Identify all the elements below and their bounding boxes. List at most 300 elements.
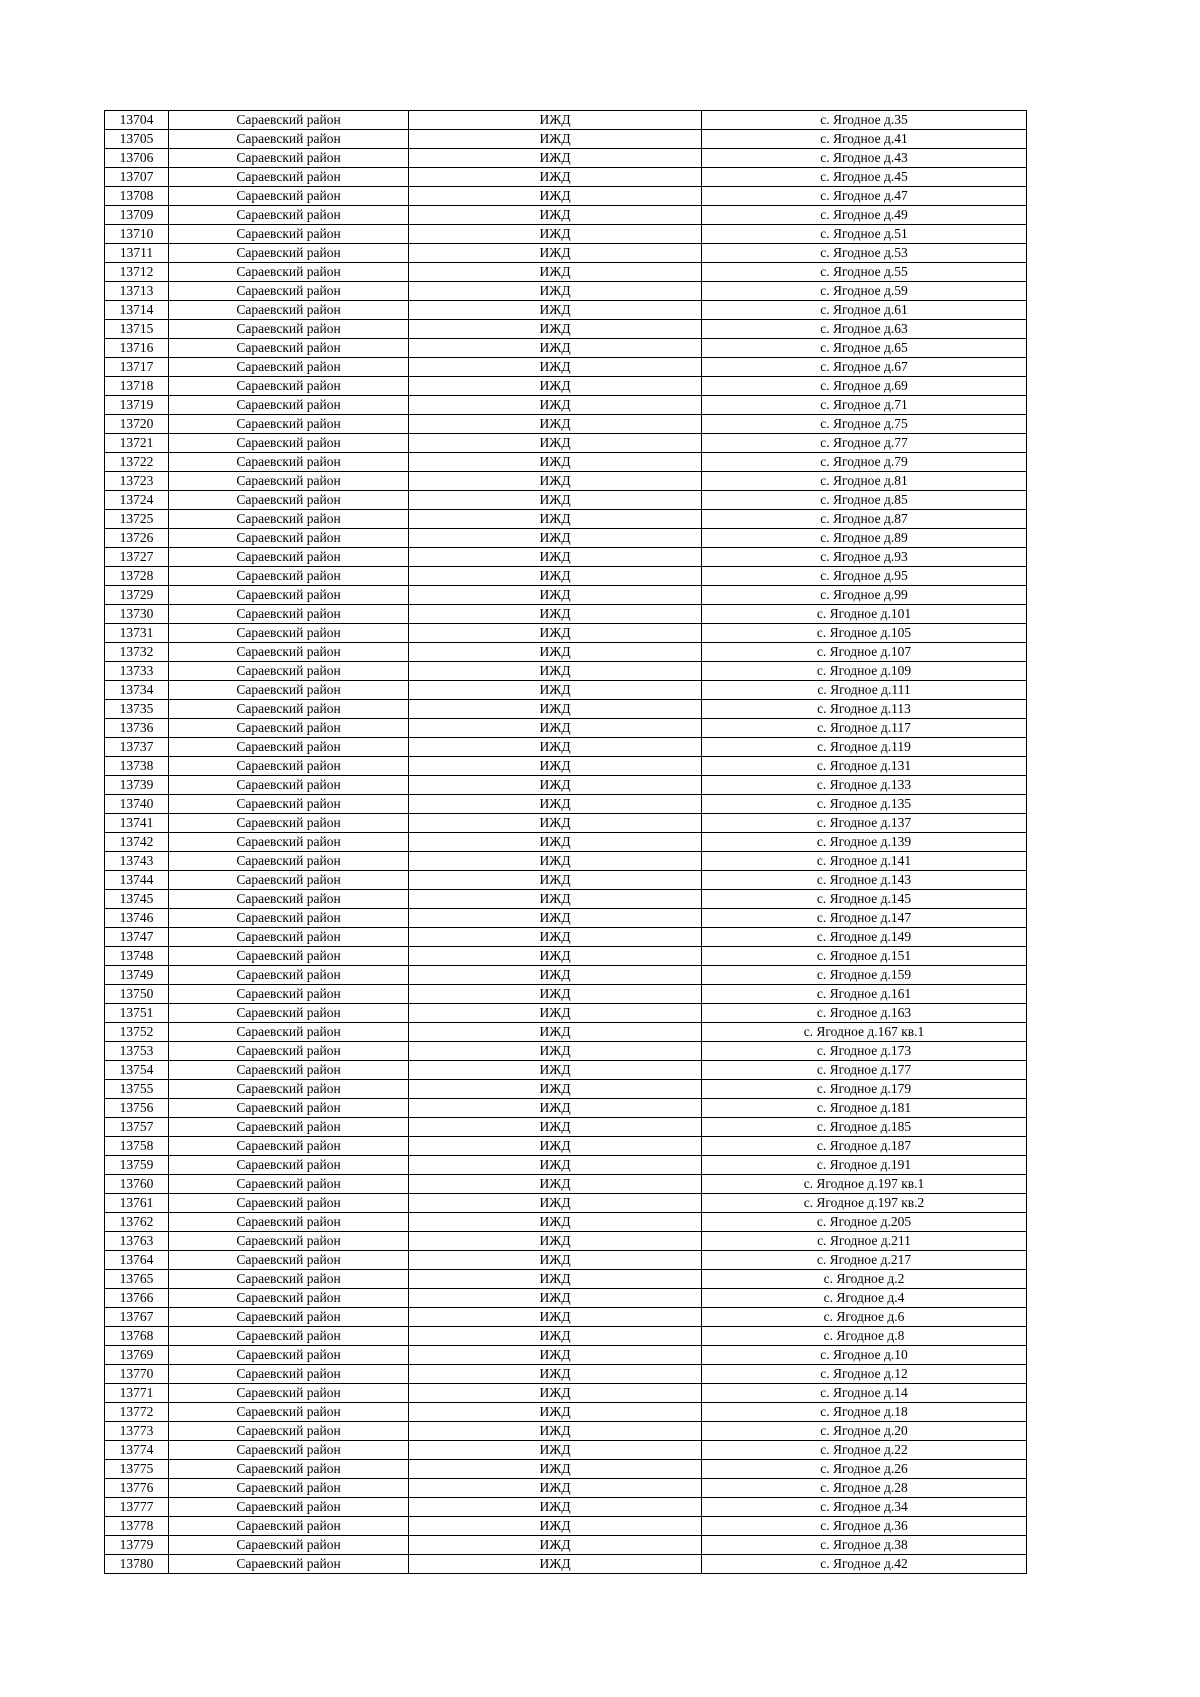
district-cell: Сараевский район — [169, 1403, 409, 1422]
object-type-cell: ИЖД — [409, 548, 702, 567]
district-cell: Сараевский район — [169, 605, 409, 624]
district-cell: Сараевский район — [169, 206, 409, 225]
object-type-cell: ИЖД — [409, 795, 702, 814]
district-cell: Сараевский район — [169, 1118, 409, 1137]
table-row — [105, 510, 1027, 529]
table-row — [105, 1023, 1027, 1042]
address-cell: с. Ягодное д.143 — [702, 871, 1027, 890]
address-cell: с. Ягодное д.191 — [702, 1156, 1027, 1175]
district-cell: Сараевский район — [169, 282, 409, 301]
address-cell: с. Ягодное д.63 — [702, 320, 1027, 339]
district-cell: Сараевский район — [169, 225, 409, 244]
table-row — [105, 187, 1027, 206]
row-number-cell: 13722 — [105, 453, 169, 472]
object-type-cell: ИЖД — [409, 339, 702, 358]
address-cell: с. Ягодное д.41 — [702, 130, 1027, 149]
address-cell: с. Ягодное д.26 — [702, 1460, 1027, 1479]
table-row — [105, 1118, 1027, 1137]
table-row — [105, 738, 1027, 757]
address-cell: с. Ягодное д.117 — [702, 719, 1027, 738]
district-cell: Сараевский район — [169, 871, 409, 890]
row-number-cell: 13753 — [105, 1042, 169, 1061]
row-number-cell: 13723 — [105, 472, 169, 491]
table-row — [105, 529, 1027, 548]
register-table — [104, 110, 1027, 1574]
district-cell: Сараевский район — [169, 187, 409, 206]
table-row — [105, 795, 1027, 814]
row-number-cell: 13754 — [105, 1061, 169, 1080]
table-row — [105, 1346, 1027, 1365]
object-type-cell: ИЖД — [409, 1194, 702, 1213]
table-row — [105, 1004, 1027, 1023]
district-cell: Сараевский район — [169, 453, 409, 472]
row-number-cell: 13729 — [105, 586, 169, 605]
object-type-cell: ИЖД — [409, 738, 702, 757]
table-row — [105, 719, 1027, 738]
object-type-cell: ИЖД — [409, 377, 702, 396]
table-row — [105, 1365, 1027, 1384]
row-number-cell: 13750 — [105, 985, 169, 1004]
district-cell: Сараевский район — [169, 1346, 409, 1365]
table-row — [105, 662, 1027, 681]
table-row — [105, 928, 1027, 947]
row-number-cell: 13725 — [105, 510, 169, 529]
district-cell: Сараевский район — [169, 320, 409, 339]
table-row — [105, 909, 1027, 928]
address-cell: с. Ягодное д.36 — [702, 1517, 1027, 1536]
district-cell: Сараевский район — [169, 434, 409, 453]
object-type-cell: ИЖД — [409, 700, 702, 719]
table-row — [105, 985, 1027, 1004]
row-number-cell: 13751 — [105, 1004, 169, 1023]
row-number-cell: 13704 — [105, 111, 169, 130]
table-row — [105, 852, 1027, 871]
district-cell: Сараевский район — [169, 586, 409, 605]
district-cell: Сараевский район — [169, 833, 409, 852]
row-number-cell: 13770 — [105, 1365, 169, 1384]
row-number-cell: 13757 — [105, 1118, 169, 1137]
address-cell: с. Ягодное д.93 — [702, 548, 1027, 567]
district-cell: Сараевский район — [169, 662, 409, 681]
table-row — [105, 434, 1027, 453]
district-cell: Сараевский район — [169, 1137, 409, 1156]
district-cell: Сараевский район — [169, 1194, 409, 1213]
table-row — [105, 966, 1027, 985]
table-row — [105, 890, 1027, 909]
row-number-cell: 13733 — [105, 662, 169, 681]
address-cell: с. Ягодное д.99 — [702, 586, 1027, 605]
row-number-cell: 13767 — [105, 1308, 169, 1327]
district-cell: Сараевский район — [169, 700, 409, 719]
address-cell: с. Ягодное д.75 — [702, 415, 1027, 434]
object-type-cell: ИЖД — [409, 909, 702, 928]
row-number-cell: 13771 — [105, 1384, 169, 1403]
district-cell: Сараевский район — [169, 1384, 409, 1403]
district-cell: Сараевский район — [169, 130, 409, 149]
object-type-cell: ИЖД — [409, 187, 702, 206]
row-number-cell: 13759 — [105, 1156, 169, 1175]
row-number-cell: 13774 — [105, 1441, 169, 1460]
table-row — [105, 681, 1027, 700]
address-cell: с. Ягодное д.59 — [702, 282, 1027, 301]
district-cell: Сараевский район — [169, 1156, 409, 1175]
table-row — [105, 1270, 1027, 1289]
address-cell: с. Ягодное д.89 — [702, 529, 1027, 548]
address-cell: с. Ягодное д.131 — [702, 757, 1027, 776]
table-row — [105, 1156, 1027, 1175]
table-row — [105, 168, 1027, 187]
row-number-cell: 13766 — [105, 1289, 169, 1308]
row-number-cell: 13732 — [105, 643, 169, 662]
address-cell: с. Ягодное д.10 — [702, 1346, 1027, 1365]
district-cell: Сараевский район — [169, 1023, 409, 1042]
district-cell: Сараевский район — [169, 1308, 409, 1327]
object-type-cell: ИЖД — [409, 282, 702, 301]
object-type-cell: ИЖД — [409, 244, 702, 263]
object-type-cell: ИЖД — [409, 1403, 702, 1422]
object-type-cell: ИЖД — [409, 1270, 702, 1289]
table-row — [105, 130, 1027, 149]
row-number-cell: 13710 — [105, 225, 169, 244]
object-type-cell: ИЖД — [409, 453, 702, 472]
district-cell: Сараевский район — [169, 377, 409, 396]
district-cell: Сараевский район — [169, 1498, 409, 1517]
object-type-cell: ИЖД — [409, 1213, 702, 1232]
object-type-cell: ИЖД — [409, 168, 702, 187]
table-row — [105, 1251, 1027, 1270]
row-number-cell: 13735 — [105, 700, 169, 719]
object-type-cell: ИЖД — [409, 1517, 702, 1536]
address-cell: с. Ягодное д.141 — [702, 852, 1027, 871]
district-cell: Сараевский район — [169, 985, 409, 1004]
district-cell: Сараевский район — [169, 1517, 409, 1536]
address-cell: с. Ягодное д.6 — [702, 1308, 1027, 1327]
address-cell: с. Ягодное д.187 — [702, 1137, 1027, 1156]
object-type-cell: ИЖД — [409, 1460, 702, 1479]
address-cell: с. Ягодное д.4 — [702, 1289, 1027, 1308]
district-cell: Сараевский район — [169, 1460, 409, 1479]
table-row — [105, 871, 1027, 890]
object-type-cell: ИЖД — [409, 434, 702, 453]
object-type-cell: ИЖД — [409, 1232, 702, 1251]
row-number-cell: 13755 — [105, 1080, 169, 1099]
address-cell: с. Ягодное д.205 — [702, 1213, 1027, 1232]
row-number-cell: 13728 — [105, 567, 169, 586]
table-row — [105, 947, 1027, 966]
table-row — [105, 700, 1027, 719]
table-row — [105, 491, 1027, 510]
district-cell: Сараевский район — [169, 852, 409, 871]
district-cell: Сараевский район — [169, 1441, 409, 1460]
object-type-cell: ИЖД — [409, 1061, 702, 1080]
address-cell: с. Ягодное д.161 — [702, 985, 1027, 1004]
row-number-cell: 13718 — [105, 377, 169, 396]
district-cell: Сараевский район — [169, 149, 409, 168]
table-row — [105, 358, 1027, 377]
object-type-cell: ИЖД — [409, 567, 702, 586]
district-cell: Сараевский район — [169, 1099, 409, 1118]
row-number-cell: 13717 — [105, 358, 169, 377]
district-cell: Сараевский район — [169, 1479, 409, 1498]
district-cell: Сараевский район — [169, 1213, 409, 1232]
table-row — [105, 396, 1027, 415]
district-cell: Сараевский район — [169, 1004, 409, 1023]
row-number-cell: 13719 — [105, 396, 169, 415]
object-type-cell: ИЖД — [409, 605, 702, 624]
address-cell: с. Ягодное д.28 — [702, 1479, 1027, 1498]
address-cell: с. Ягодное д.111 — [702, 681, 1027, 700]
district-cell: Сараевский район — [169, 339, 409, 358]
object-type-cell: ИЖД — [409, 1137, 702, 1156]
table-row — [105, 814, 1027, 833]
address-cell: с. Ягодное д.119 — [702, 738, 1027, 757]
table-row — [105, 1384, 1027, 1403]
address-cell: с. Ягодное д.133 — [702, 776, 1027, 795]
table-row — [105, 206, 1027, 225]
address-cell: с. Ягодное д.42 — [702, 1555, 1027, 1574]
table-row — [105, 301, 1027, 320]
row-number-cell: 13780 — [105, 1555, 169, 1574]
row-number-cell: 13761 — [105, 1194, 169, 1213]
object-type-cell: ИЖД — [409, 643, 702, 662]
row-number-cell: 13760 — [105, 1175, 169, 1194]
district-cell: Сараевский район — [169, 1061, 409, 1080]
address-cell: с. Ягодное д.20 — [702, 1422, 1027, 1441]
table-row — [105, 624, 1027, 643]
address-cell: с. Ягодное д.101 — [702, 605, 1027, 624]
address-cell: с. Ягодное д.35 — [702, 111, 1027, 130]
row-number-cell: 13724 — [105, 491, 169, 510]
row-number-cell: 13745 — [105, 890, 169, 909]
object-type-cell: ИЖД — [409, 1308, 702, 1327]
address-cell: с. Ягодное д.177 — [702, 1061, 1027, 1080]
address-cell: с. Ягодное д.173 — [702, 1042, 1027, 1061]
address-cell: с. Ягодное д.85 — [702, 491, 1027, 510]
district-cell: Сараевский район — [169, 358, 409, 377]
address-cell: с. Ягодное д.163 — [702, 1004, 1027, 1023]
object-type-cell: ИЖД — [409, 681, 702, 700]
address-cell: с. Ягодное д.2 — [702, 1270, 1027, 1289]
district-cell: Сараевский район — [169, 301, 409, 320]
address-cell: с. Ягодное д.49 — [702, 206, 1027, 225]
address-cell: с. Ягодное д.38 — [702, 1536, 1027, 1555]
address-cell: с. Ягодное д.55 — [702, 263, 1027, 282]
table-row — [105, 111, 1027, 130]
district-cell: Сараевский район — [169, 1365, 409, 1384]
address-cell: с. Ягодное д.179 — [702, 1080, 1027, 1099]
district-cell: Сараевский район — [169, 1422, 409, 1441]
row-number-cell: 13752 — [105, 1023, 169, 1042]
row-number-cell: 13756 — [105, 1099, 169, 1118]
object-type-cell: ИЖД — [409, 206, 702, 225]
district-cell: Сараевский район — [169, 548, 409, 567]
district-cell: Сараевский район — [169, 244, 409, 263]
table-row — [105, 1479, 1027, 1498]
row-number-cell: 13721 — [105, 434, 169, 453]
district-cell: Сараевский район — [169, 814, 409, 833]
object-type-cell: ИЖД — [409, 1099, 702, 1118]
district-cell: Сараевский район — [169, 757, 409, 776]
object-type-cell: ИЖД — [409, 928, 702, 947]
object-type-cell: ИЖД — [409, 1555, 702, 1574]
address-cell: с. Ягодное д.109 — [702, 662, 1027, 681]
table-row — [105, 1460, 1027, 1479]
object-type-cell: ИЖД — [409, 1080, 702, 1099]
table-row — [105, 1042, 1027, 1061]
row-number-cell: 13714 — [105, 301, 169, 320]
district-cell: Сараевский район — [169, 947, 409, 966]
address-cell: с. Ягодное д.81 — [702, 472, 1027, 491]
district-cell: Сараевский район — [169, 966, 409, 985]
address-cell: с. Ягодное д.45 — [702, 168, 1027, 187]
object-type-cell: ИЖД — [409, 1042, 702, 1061]
row-number-cell: 13730 — [105, 605, 169, 624]
row-number-cell: 13749 — [105, 966, 169, 985]
table-row — [105, 833, 1027, 852]
row-number-cell: 13736 — [105, 719, 169, 738]
row-number-cell: 13739 — [105, 776, 169, 795]
object-type-cell: ИЖД — [409, 396, 702, 415]
address-cell: с. Ягодное д.113 — [702, 700, 1027, 719]
object-type-cell: ИЖД — [409, 1175, 702, 1194]
district-cell: Сараевский район — [169, 681, 409, 700]
table-row — [105, 1194, 1027, 1213]
address-cell: с. Ягодное д.137 — [702, 814, 1027, 833]
object-type-cell: ИЖД — [409, 1441, 702, 1460]
object-type-cell: ИЖД — [409, 529, 702, 548]
row-number-cell: 13764 — [105, 1251, 169, 1270]
row-number-cell: 13762 — [105, 1213, 169, 1232]
object-type-cell: ИЖД — [409, 871, 702, 890]
table-row — [105, 776, 1027, 795]
district-cell: Сараевский район — [169, 1555, 409, 1574]
district-cell: Сараевский район — [169, 415, 409, 434]
address-cell: с. Ягодное д.79 — [702, 453, 1027, 472]
row-number-cell: 13776 — [105, 1479, 169, 1498]
address-cell: с. Ягодное д.139 — [702, 833, 1027, 852]
address-cell: с. Ягодное д.107 — [702, 643, 1027, 662]
address-cell: с. Ягодное д.147 — [702, 909, 1027, 928]
object-type-cell: ИЖД — [409, 814, 702, 833]
district-cell: Сараевский район — [169, 1327, 409, 1346]
object-type-cell: ИЖД — [409, 1156, 702, 1175]
table-row — [105, 1403, 1027, 1422]
district-cell: Сараевский район — [169, 529, 409, 548]
address-cell: с. Ягодное д.51 — [702, 225, 1027, 244]
object-type-cell: ИЖД — [409, 1346, 702, 1365]
district-cell: Сараевский район — [169, 1042, 409, 1061]
object-type-cell: ИЖД — [409, 1422, 702, 1441]
row-number-cell: 13715 — [105, 320, 169, 339]
row-number-cell: 13779 — [105, 1536, 169, 1555]
address-cell: с. Ягодное д.149 — [702, 928, 1027, 947]
district-cell: Сараевский район — [169, 928, 409, 947]
table-row — [105, 1099, 1027, 1118]
object-type-cell: ИЖД — [409, 985, 702, 1004]
object-type-cell: ИЖД — [409, 586, 702, 605]
address-cell: с. Ягодное д.67 — [702, 358, 1027, 377]
district-cell: Сараевский район — [169, 795, 409, 814]
table-row — [105, 1517, 1027, 1536]
district-cell: Сараевский район — [169, 1232, 409, 1251]
district-cell: Сараевский район — [169, 168, 409, 187]
row-number-cell: 13707 — [105, 168, 169, 187]
row-number-cell: 13765 — [105, 1270, 169, 1289]
row-number-cell: 13705 — [105, 130, 169, 149]
table-row — [105, 1536, 1027, 1555]
address-cell: с. Ягодное д.197 кв.2 — [702, 1194, 1027, 1213]
address-cell: с. Ягодное д.185 — [702, 1118, 1027, 1137]
row-number-cell: 13713 — [105, 282, 169, 301]
table-row — [105, 1061, 1027, 1080]
object-type-cell: ИЖД — [409, 130, 702, 149]
row-number-cell: 13775 — [105, 1460, 169, 1479]
table-row — [105, 320, 1027, 339]
row-number-cell: 13742 — [105, 833, 169, 852]
object-type-cell: ИЖД — [409, 852, 702, 871]
row-number-cell: 13768 — [105, 1327, 169, 1346]
row-number-cell: 13734 — [105, 681, 169, 700]
address-cell: с. Ягодное д.22 — [702, 1441, 1027, 1460]
row-number-cell: 13744 — [105, 871, 169, 890]
row-number-cell: 13748 — [105, 947, 169, 966]
address-cell: с. Ягодное д.18 — [702, 1403, 1027, 1422]
district-cell: Сараевский район — [169, 909, 409, 928]
address-cell: с. Ягодное д.14 — [702, 1384, 1027, 1403]
object-type-cell: ИЖД — [409, 1365, 702, 1384]
row-number-cell: 13747 — [105, 928, 169, 947]
district-cell: Сараевский район — [169, 719, 409, 738]
object-type-cell: ИЖД — [409, 1479, 702, 1498]
row-number-cell: 13740 — [105, 795, 169, 814]
address-cell: с. Ягодное д.167 кв.1 — [702, 1023, 1027, 1042]
address-cell: с. Ягодное д.69 — [702, 377, 1027, 396]
row-number-cell: 13726 — [105, 529, 169, 548]
table-row — [105, 1213, 1027, 1232]
object-type-cell: ИЖД — [409, 301, 702, 320]
address-cell: с. Ягодное д.71 — [702, 396, 1027, 415]
row-number-cell: 13727 — [105, 548, 169, 567]
district-cell: Сараевский район — [169, 643, 409, 662]
row-number-cell: 13720 — [105, 415, 169, 434]
object-type-cell: ИЖД — [409, 1023, 702, 1042]
object-type-cell: ИЖД — [409, 833, 702, 852]
table-row — [105, 244, 1027, 263]
table-row — [105, 643, 1027, 662]
row-number-cell: 13758 — [105, 1137, 169, 1156]
table-row — [105, 1080, 1027, 1099]
address-cell: с. Ягодное д.145 — [702, 890, 1027, 909]
object-type-cell: ИЖД — [409, 624, 702, 643]
row-number-cell: 13716 — [105, 339, 169, 358]
object-type-cell: ИЖД — [409, 757, 702, 776]
object-type-cell: ИЖД — [409, 1498, 702, 1517]
table-row — [105, 1555, 1027, 1574]
row-number-cell: 13741 — [105, 814, 169, 833]
object-type-cell: ИЖД — [409, 1327, 702, 1346]
table-row — [105, 472, 1027, 491]
district-cell: Сараевский район — [169, 510, 409, 529]
object-type-cell: ИЖД — [409, 966, 702, 985]
object-type-cell: ИЖД — [409, 263, 702, 282]
row-number-cell: 13708 — [105, 187, 169, 206]
district-cell: Сараевский район — [169, 1536, 409, 1555]
table-row — [105, 149, 1027, 168]
table-row — [105, 282, 1027, 301]
table-row — [105, 1327, 1027, 1346]
table-row — [105, 453, 1027, 472]
district-cell: Сараевский район — [169, 263, 409, 282]
